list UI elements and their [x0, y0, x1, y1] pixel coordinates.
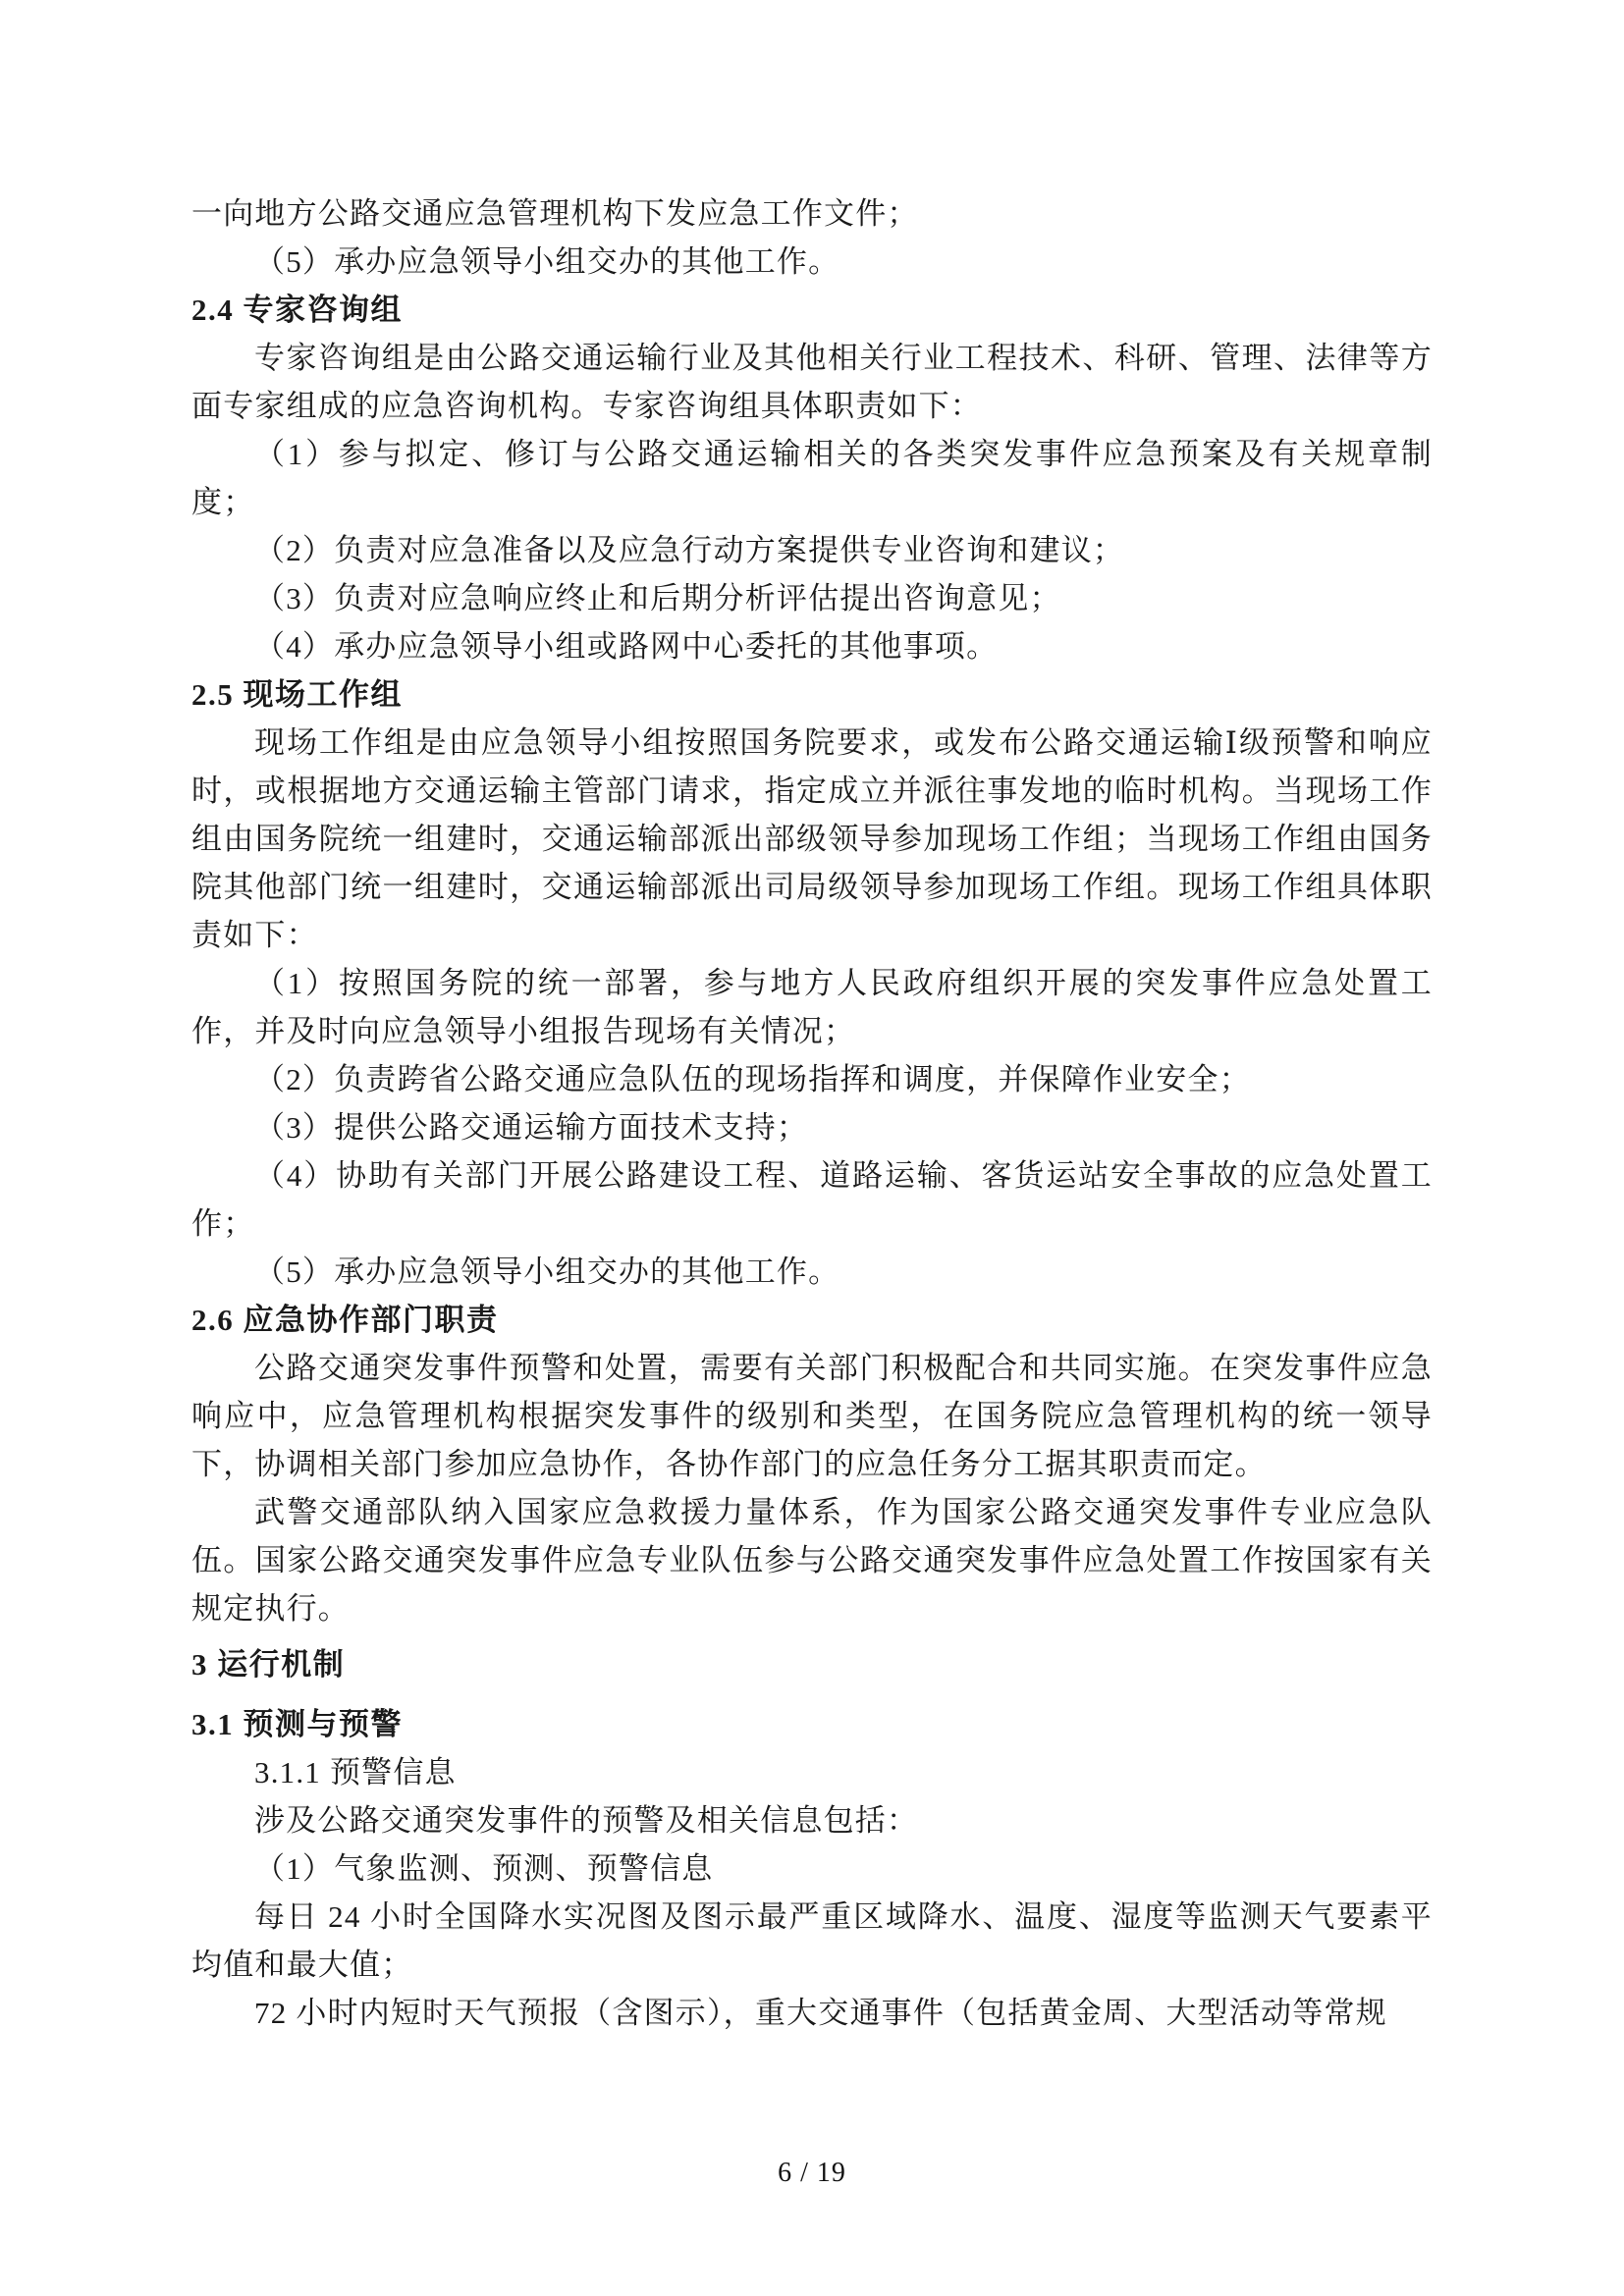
paragraph: 一向地方公路交通应急管理机构下发应急工作文件；	[191, 196, 919, 231]
section-heading: 2.4 专家咨询组	[191, 293, 403, 327]
paragraph: （4）承办应急领导小组或路网中心委托的其他事项。	[254, 629, 999, 664]
paragraph: 武警交通部队纳入国家应急救援力量体系，作为国家公路交通突发事件专业应急队伍。国家公路交通突发事件应急专业队伍参与公路交通突发事件应急处置工作按国家有关规定执行。	[191, 1495, 1433, 1626]
paragraph: （2）负责跨省公路交通应急队伍的现场指挥和调度，并保障作业安全；	[254, 1062, 1251, 1096]
paragraph: （4）协助有关部门开展公路建设工程、道路运输、客货运站安全事故的应急处置工作；	[191, 1158, 1433, 1241]
section-heading: 2.6 应急协作部门职责	[191, 1303, 499, 1337]
paragraph: （5）承办应急领导小组交办的其他工作。	[254, 1255, 840, 1289]
paragraph: （3）负责对应急响应终止和后期分析评估提出咨询意见；	[254, 581, 1061, 615]
paragraph: 3.1.1 预警信息	[254, 1755, 457, 1789]
paragraph: （1）气象监测、预测、预警信息	[254, 1851, 714, 1886]
section-heading: 3 运行机制	[191, 1647, 346, 1682]
paragraph: 72 小时内短时天气预报（含图示），重大交通事件（包括黄金周、大型活动等常规	[254, 1996, 1387, 2030]
paragraph: 现场工作组是由应急领导小组按照国务院要求，或发布公路交通运输Ⅰ级预警和响应时，或根据地方交通运输主管部门请求，指定成立并派往事发地的临时机构。当现场工作组由国务院统一组建时，交通运输部派出部级领导参加现场工作组；当现场工作组由国务院其他部门统一组建时，交通运输部派出司局级领导参加现场工作组。现场工作组具体职责如下：	[191, 725, 1433, 952]
paragraph: 涉及公路交通突发事件的预警及相关信息包括：	[254, 1803, 919, 1838]
paragraph: （1）按照国务院的统一部署，参与地方人民政府组织开展的突发事件应急处置工作，并及时向应急领导小组报告现场有关情况；	[191, 966, 1433, 1048]
paragraph: （5）承办应急领导小组交办的其他工作。	[254, 244, 840, 279]
document-body	[191, 189, 1433, 2037]
paragraph: （2）负责对应急准备以及应急行动方案提供专业咨询和建议；	[254, 533, 1125, 567]
paragraph: 每日 24 小时全国降水实况图及图示最严重区域降水、温度、湿度等监测天气要素平均值和最大值；	[191, 1899, 1433, 1982]
page-footer	[0, 2157, 1624, 2190]
page-number: 6 / 19	[778, 2158, 846, 2188]
paragraph: 公路交通突发事件预警和处置，需要有关部门积极配合和共同实施。在突发事件应急响应中，应急管理机构根据突发事件的级别和类型，在国务院应急管理机构的统一领导下，协调相关部门参加应急协作，各协作部门的应急任务分工据其职责而定。	[191, 1351, 1433, 1481]
paragraph: （1）参与拟定、修订与公路交通运输相关的各类突发事件应急预案及有关规章制度；	[191, 437, 1433, 519]
section-heading: 2.5 现场工作组	[191, 677, 403, 712]
paragraph: 专家咨询组是由公路交通运输行业及其他相关行业工程技术、科研、管理、法律等方面专家组成的应急咨询机构。专家咨询组具体职责如下：	[191, 341, 1433, 423]
paragraph: （3）提供公路交通运输方面技术支持；	[254, 1110, 809, 1145]
section-heading: 3.1 预测与预警	[191, 1707, 403, 1741]
